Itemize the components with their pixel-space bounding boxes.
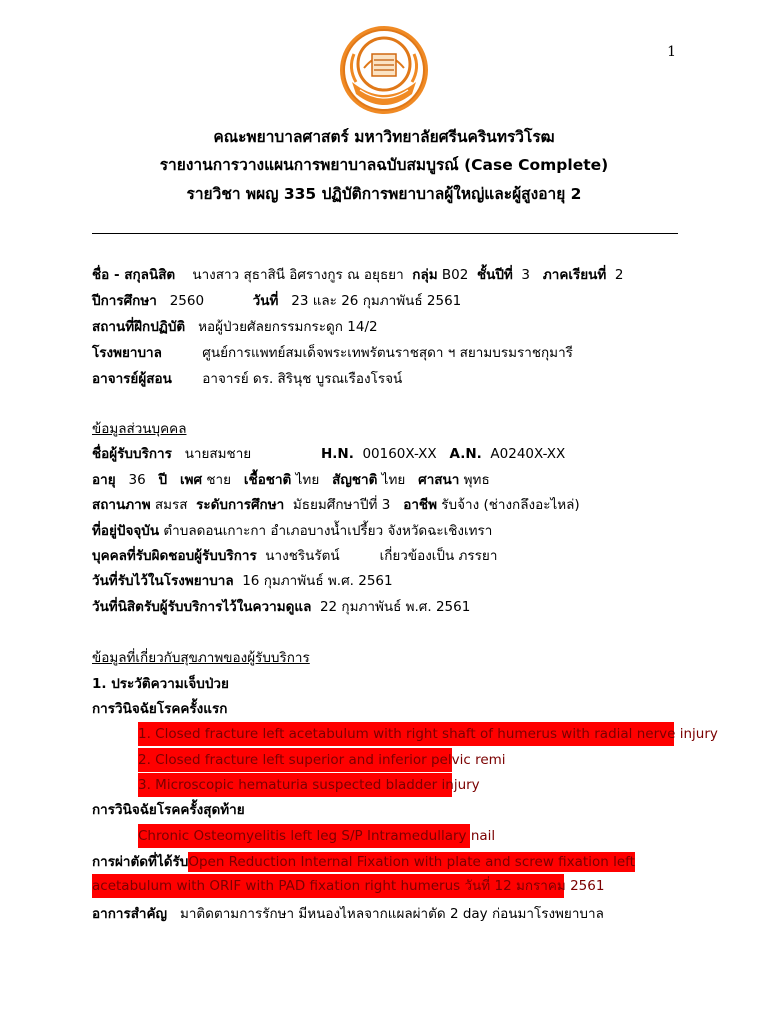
nationality-label: สัญชาติ (332, 472, 378, 488)
date-label: วันที่ (252, 293, 279, 309)
sex-label: เพศ (180, 472, 203, 488)
religion-value: พุทธ (463, 472, 490, 488)
surgery-row (92, 852, 635, 872)
marital-label: สถานภาพ (92, 497, 151, 513)
admit-label: วันที่รับไว้ในโรงพยาบาล (92, 573, 234, 589)
responsible-value: นางชรินรัตน์ (265, 548, 340, 564)
group-value: B02 (441, 267, 469, 283)
occupation-label: อาชีพ (403, 497, 437, 513)
ward-value: หอผู้ป่วยศัลยกรรมกระดูก 14/2 (198, 319, 378, 335)
responsible-label: บุคคลที่รับผิดชอบผู้รับบริการ (92, 548, 257, 564)
education-value: มัธยมศึกษาปีที่ 3 (292, 497, 391, 513)
sex-value: ชาย (206, 472, 232, 488)
religion-label: ศาสนา (418, 472, 460, 488)
first-diagnosis-item: 3. Microscopic hematuria suspected bladder injury (138, 773, 452, 797)
client-row (92, 444, 565, 464)
chief-complaint-value: มาติดตามการรักษา มีหนองไหลจากแผลผ่าตัด 2 day ก่อนมาโรงพยาบาล (179, 906, 604, 922)
race-label: เชื้อชาติ (243, 472, 292, 488)
instructor-label: อาจารย์ผู้สอน (92, 371, 172, 387)
hn-label: H.N. (321, 446, 354, 462)
occupation-value: รับจ้าง (ช่างกลึงอะไหล่) (441, 497, 580, 513)
academic-year-value: 2560 (169, 293, 205, 309)
student-name-value: นางสาว สุธาสินี อิศรางกูร ณ อยุธยา (192, 267, 404, 283)
admit-row (92, 571, 393, 591)
age-label: อายุ (92, 472, 116, 488)
semester-value: 2 (614, 267, 624, 283)
hospital-row (92, 343, 573, 363)
hn-value: 00160X-XX (362, 446, 437, 462)
admit-value: 16 กุมภาพันธ์ พ.ศ. 2561 (242, 573, 393, 589)
header-divider (92, 233, 678, 234)
faculty-heading: คณะพยาบาลศาสตร์ มหาวิทยาลัยศรีนครินทรวิโรฒ (213, 128, 555, 146)
responsible-row (92, 546, 497, 566)
hospital-label: โรงพยาบาล (92, 345, 162, 361)
chief-complaint-label: อาการสำคัญ (92, 906, 168, 922)
care-row (92, 597, 470, 617)
education-label: ระดับการศึกษา (196, 497, 285, 513)
age-unit: ปี (158, 472, 168, 488)
first-diagnosis-title: การวินิจฉัยโรคครั้งแรก (92, 701, 228, 717)
health-section-title: ข้อมูลที่เกี่ยวกับสุขภาพของผู้รับบริการ (92, 650, 310, 666)
client-label: ชื่อผู้รับบริการ (92, 446, 172, 462)
care-value: 22 กุมภาพันธ์ พ.ศ. 2561 (319, 599, 471, 615)
race-value: ไทย (295, 472, 320, 488)
status-row (92, 495, 580, 515)
ward-row (92, 317, 378, 337)
instructor-row (92, 369, 402, 389)
report-title: รายงานการวางแผนการพยาบาลฉบับสมบูรณ์ (Case Complete) (159, 156, 609, 174)
personal-section-title: ข้อมูลส่วนบุคคล (92, 421, 187, 437)
hospital-value: ศูนย์การแพทย์สมเด็จพระเทพรัตนราชสุดา ฯ สยามบรมราชกุมารี (202, 345, 573, 361)
surgery-label: การผ่าตัดที่ได้รับ (92, 854, 189, 870)
illness-history-title: 1. ประวัติความเจ็บป่วย (92, 676, 229, 692)
year-label: ชั้นปีที่ (476, 267, 513, 283)
marital-value: สมรส (154, 497, 188, 513)
faculty-logo (338, 24, 430, 116)
instructor-value: อาจารย์ ดร. สิรินุช บูรณเรืองโรจน์ (202, 371, 403, 387)
address-value: ตำบลดอนเกาะกา อำเภอบางน้ำเปรี้ยว จังหวัดฉะเชิงเทรา (163, 523, 493, 539)
an-value: A0240X-XX (490, 446, 566, 462)
demographics-row (92, 470, 490, 490)
date-value: 23 และ 26 กุมภาพันธ์ 2561 (291, 293, 462, 309)
academic-year-row (92, 291, 461, 311)
address-row (92, 521, 492, 541)
relation-text: เกี่ยวข้องเป็น ภรรยา (379, 548, 498, 564)
address-label: ที่อยู่ปัจจุบัน (92, 523, 160, 539)
care-label: วันที่นิสิตรับผู้รับบริการไว้ในความดูแล (92, 599, 312, 615)
last-diagnosis-value: Chronic Osteomyelitis left leg S/P Intramedullary nail (138, 824, 470, 848)
academic-year-label: ปีการศึกษา (92, 293, 157, 309)
surgery-value-line2: acetabulum with ORIF with PAD fixation right humerus วันที่ 12 มกราคม 2561 (92, 874, 564, 898)
student-name-row (92, 265, 624, 285)
first-diagnosis-item: 1. Closed fracture left acetabulum with right shaft of humerus with radial nerve injury (138, 722, 674, 746)
nationality-value: ไทย (381, 472, 406, 488)
chief-complaint-row (92, 904, 604, 924)
an-label: A.N. (449, 446, 482, 462)
client-value: นายสมชาย (184, 446, 252, 462)
year-value: 3 (521, 267, 531, 283)
last-diagnosis-title: การวินิจฉัยโรคครั้งสุดท้าย (92, 802, 245, 818)
course-title: รายวิชา พผญ 335 ปฏิบัติการพยาบาลผู้ใหญ่และผู้สูงอายุ 2 (186, 185, 582, 203)
page-number: 1 (667, 44, 676, 60)
age-value: 36 (128, 472, 146, 488)
semester-label: ภาคเรียนที่ (542, 267, 607, 283)
surgery-value-line1: Open Reduction Internal Fixation with plate and screw fixation left (188, 854, 635, 870)
first-diagnosis-item: 2. Closed fracture left superior and inferior pelvic remi (138, 748, 452, 772)
group-label: กลุ่ม (412, 267, 438, 283)
student-name-label: ชื่อ - สกุลนิสิต (92, 267, 176, 283)
ward-label: สถานที่ฝึกปฏิบัติ (92, 319, 186, 335)
faculty-seal-icon (338, 24, 430, 116)
